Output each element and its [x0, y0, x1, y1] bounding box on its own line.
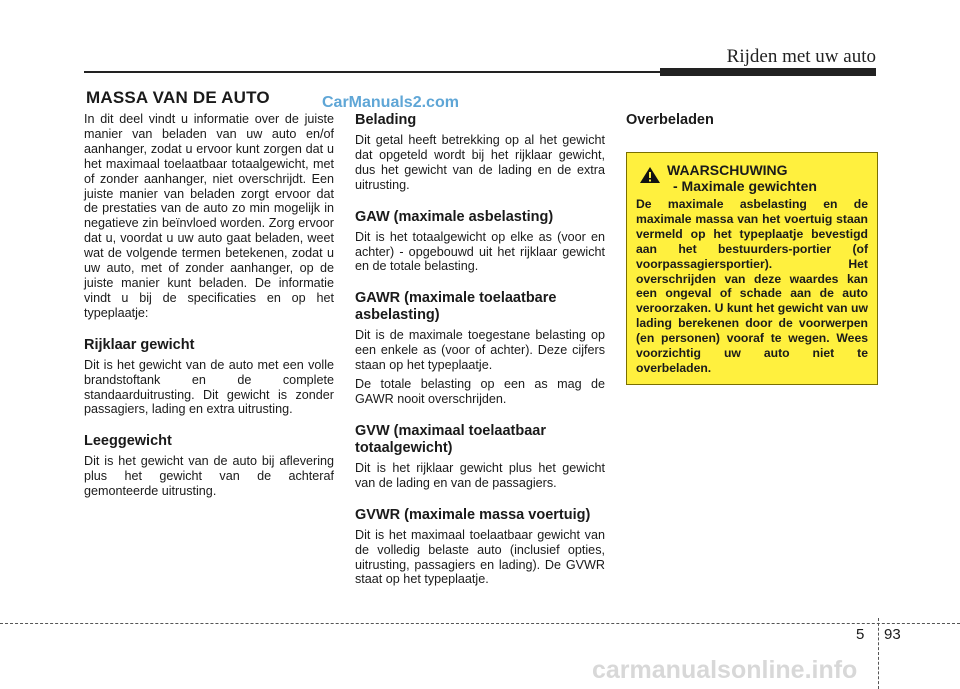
paragraph-gvwr: Dit is het maximaal toelaatbaar gewicht van de volledig belaste auto (inclusief opties, uitrusting, passagiers en lading). De GVWR staat op het typeplaatje. — [355, 527, 605, 587]
header-rule-thick — [660, 68, 876, 76]
paragraph-gawr: Dit is de maximale toegestane belasting op een enkele as (voor of achter). Deze cijfers staan op het typeplaatje. — [355, 328, 605, 373]
column-2 — [355, 112, 605, 591]
intro-paragraph: In dit deel vindt u informatie over de juiste manier van beladen van uw auto en/of aanhanger, zodat u ervoor kunt zorgen dat u het maximaal toelaatbaar totaalgewicht, met of zonder aanhanger, niet overschrijdt. Een juiste manier van beladen zorgt ervoor dat de prestaties van de auto zo min mogelijk in negatieve zin beïnvloed worden. Zorg ervoor dat u, voordat u uw auto gaat beladen, weet wat de volgende termen betekenen, zodat u uw auto, met of zonder aanhanger, op de juiste manier kunt beladen. De informatie vindt u bij de specificaties en op het typeplaatje: — [84, 112, 334, 320]
paragraph-rijklaar-gewicht: Dit is het gewicht van de auto met een volle brandstoftank en de complete standaarduitrusting. Dit gewicht is zonder passagiers, lading en extra uitrusting. — [84, 357, 334, 417]
header-rule — [84, 71, 660, 73]
heading-overbeladen: Overbeladen — [626, 112, 714, 128]
heading-leeggewicht: Leeggewicht — [84, 433, 172, 450]
heading-belading: Belading — [355, 112, 417, 128]
page-divider — [878, 618, 879, 689]
chapter-title: Rijden met uw auto — [726, 46, 876, 67]
watermark-top: CarManuals2.com — [322, 94, 459, 111]
heading-gvwr: GVWR (maximale massa voertuig) — [355, 506, 591, 523]
heading-rijklaar-gewicht: Rijklaar gewicht — [84, 336, 195, 353]
footer-rule — [0, 623, 960, 624]
paragraph-gawr-note: De totale belasting op een as mag de GAWR nooit overschrijden. — [355, 377, 605, 406]
warning-body: De maximale asbelasting en de maximale massa van het voertuig staan vermeld op het typeplaatje bevestigd aan het bestuurders-portier (of voorpassagiersportier). Het overschrijden van deze waardes kan een ongeval of schade aan de auto veroorzaken. U kunt het gewicht van uw lading berekenen door de voorwerpen (en personen) vooraf te wegen. Wees voorzichtig uw auto niet te overbeladen. — [636, 197, 868, 375]
section-title: MASSA VAN DE AUTO — [86, 88, 270, 107]
column-3 — [626, 112, 878, 385]
warning-box — [626, 152, 878, 385]
heading-gvw: GVW (maximaal toelaatbaar totaalgewicht) — [355, 422, 546, 456]
paragraph-leeggewicht: Dit is het gewicht van de auto bij aflevering plus het gewicht van de achteraf gemonteerde uitrusting. — [84, 454, 334, 499]
page-number: 93 — [884, 626, 901, 643]
warning-header — [636, 162, 868, 194]
paragraph-belading: Dit getal heeft betrekking op al het gewicht dat opgeteld wordt bij het rijklaar gewicht, dus het gewicht van de lading en de extra uitrusting. — [355, 133, 605, 192]
heading-gawr: GAWR (maximale toelaatbare asbelasting) — [355, 290, 557, 324]
chapter-number: 5 — [856, 626, 865, 643]
column-1 — [84, 112, 334, 503]
heading-gaw: GAW (maximale asbelasting) — [355, 208, 554, 225]
watermark-bottom: carmanualsonline.info — [592, 656, 858, 684]
warning-subtitle: - Maximale gewichten — [673, 178, 817, 194]
warning-triangle-icon — [639, 166, 661, 184]
paragraph-gvw: Dit is het rijklaar gewicht plus het gewicht van de lading en van de passagiers. — [355, 460, 605, 490]
paragraph-gaw: Dit is het totaalgewicht op elke as (voor en achter) - opgebouwd uit het rijklaar gewicht en de totale belasting. — [355, 229, 605, 274]
warning-title: WAARSCHUWING — [667, 162, 788, 178]
